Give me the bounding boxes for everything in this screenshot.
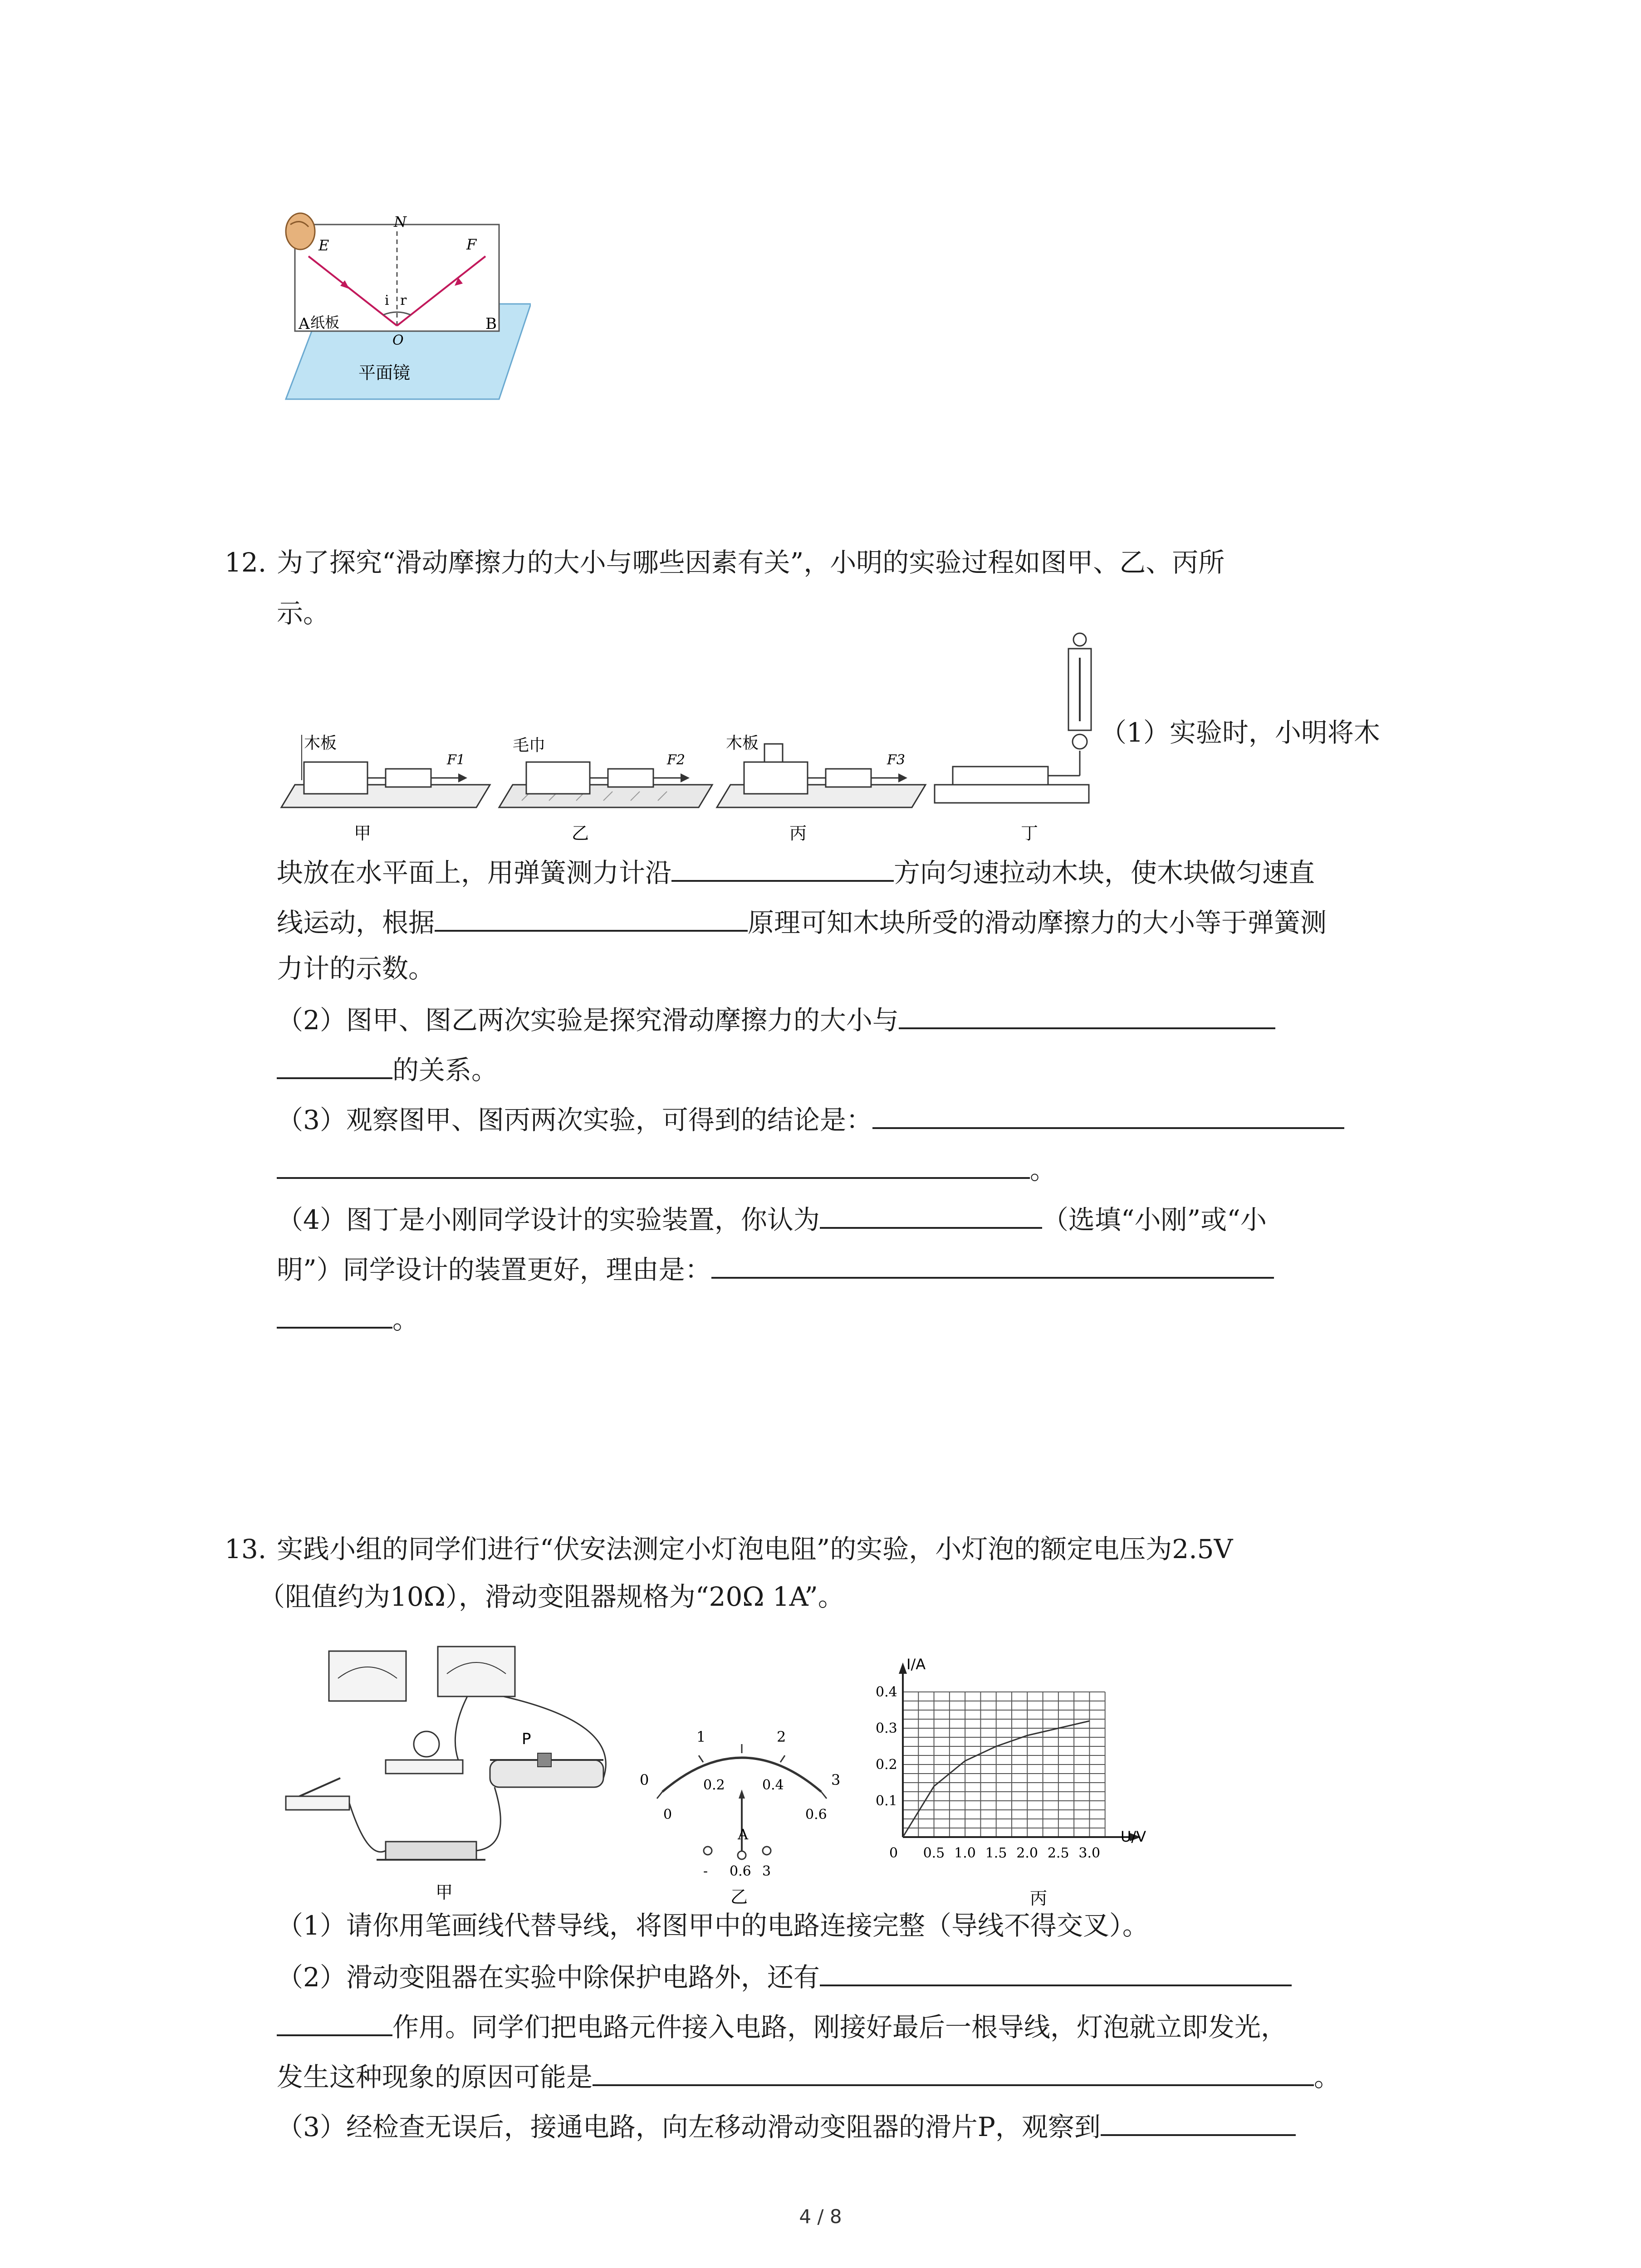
- iu-x-tick: 2.5: [1047, 1845, 1069, 1861]
- fig-label-b: 乙: [572, 823, 589, 843]
- circuit-figure: [277, 1633, 635, 1905]
- iu-y-arrow: [899, 1662, 907, 1674]
- iu-chart-svg: [862, 1647, 1161, 1910]
- q12-blank-reason-a[interactable]: [711, 1250, 1274, 1279]
- terminal-3: 3: [762, 1863, 771, 1879]
- fig-label-a: 甲: [354, 823, 372, 843]
- rheostat-p-label: P: [522, 1730, 531, 1748]
- reflection-diagram: [277, 209, 531, 408]
- q13-p2-text-b: 作用。同学们把电路元件接入电路，刚接好最后一根导线，灯泡就立即发光，: [392, 2012, 1288, 2043]
- iu-x-tick: 3.0: [1078, 1845, 1101, 1861]
- iu-xlabel: U/V: [1121, 1828, 1146, 1845]
- q12-p1-line4: 力计的示数。: [277, 953, 435, 984]
- fig-a-force: F1: [447, 752, 465, 768]
- iu-x-tick: 1.0: [954, 1845, 976, 1861]
- q12-p3-line2: [277, 1150, 1056, 1188]
- normal-label: N: [394, 213, 407, 230]
- friction-figure: [277, 631, 1112, 848]
- q13-p2-tail: 。: [1314, 2062, 1341, 2092]
- iu-y-tick: 0.4: [876, 1684, 897, 1700]
- q13-p2-line3: [277, 2057, 1340, 2095]
- board-b-label: B: [485, 315, 497, 333]
- q12-p4-text-c: 明”）同学设计的装置更好，理由是：: [277, 1254, 711, 1285]
- terminal-neg: -: [703, 1863, 708, 1879]
- meter-top-2: 2: [777, 1728, 786, 1745]
- meter-top-1: 1: [696, 1728, 706, 1745]
- q13-p2-line1: [277, 1957, 1292, 1995]
- circuit-label-a: 甲: [436, 1882, 453, 1902]
- q12-p4-line1: [277, 1200, 1267, 1238]
- q12-p1-text-c: 线运动，根据: [277, 907, 435, 938]
- q13-p2-text: （2）滑动变阻器在实验中除保护电路外，还有: [277, 1962, 820, 1993]
- ammeter-figure: [635, 1715, 848, 1905]
- iu-x-tick: 1.5: [985, 1845, 1007, 1861]
- iu-y-tick: 0.3: [876, 1721, 897, 1736]
- q12-p3-line1: [277, 1100, 1344, 1138]
- q13-p1: （1）请你用笔画线代替导线，将图甲中的电路连接完整（导线不得交叉）。: [277, 1910, 1149, 1941]
- q12-blank-conclusion-b[interactable]: [277, 1150, 1030, 1179]
- iu-label-c: 丙: [1030, 1888, 1048, 1908]
- q12-p2-tail: 的关系。: [392, 1055, 498, 1085]
- q12-p3-text: （3）观察图甲、图丙两次实验，可得到的结论是：: [277, 1105, 872, 1135]
- iu-x-tick: 0.5: [923, 1845, 945, 1861]
- q12-stem-line2: 示。: [277, 598, 330, 629]
- q12-stem-line1: 为了探究“滑动摩擦力的大小与哪些因素有关”，小明的实验过程如图甲、乙、丙所: [277, 547, 1225, 578]
- friction-diagram: [277, 631, 1112, 848]
- q13-stem-line2: （阻值约为10Ω），滑动变阻器规格为“20Ω 1A”。: [259, 1581, 844, 1612]
- ammeter-label-b: 乙: [730, 1887, 748, 1905]
- q12-p1-line3: [277, 903, 1327, 941]
- fig-b-force: F2: [667, 752, 685, 768]
- meter-bottom-1: 0.2: [703, 1777, 725, 1793]
- meter-bottom-3: 0.6: [805, 1807, 827, 1823]
- iu-x-tick: 2.0: [1016, 1845, 1038, 1861]
- q12-p1-text-a: 块放在水平面上，用弹簧测力计沿: [277, 857, 672, 888]
- q13-stem-line1: 实践小组的同学们进行“伏安法测定小灯泡电阻”的实验，小灯泡的额定电压为2.5V: [277, 1534, 1233, 1564]
- q12-blank-conclusion-a[interactable]: [872, 1100, 1344, 1129]
- q12-blank-choice[interactable]: [820, 1200, 1042, 1229]
- q12-blank-principle[interactable]: [435, 903, 748, 932]
- meter-bottom-0: 0: [663, 1807, 672, 1823]
- q13-blank-cause[interactable]: [593, 2057, 1314, 2086]
- q12-p1-text-d: 原理可知木块所受的滑动摩擦力的大小等于弹簧测: [748, 907, 1327, 938]
- iu-y-tick: 0.2: [876, 1757, 897, 1773]
- q13-p2-text-c: 发生这种现象的原因可能是: [277, 2062, 593, 2092]
- q12-p4-line2: [277, 1250, 1274, 1288]
- iu-ylabel: I/A: [906, 1656, 926, 1673]
- q12-blank-factor-a[interactable]: [899, 1000, 1275, 1029]
- point-f-label: F: [466, 236, 477, 253]
- q13-blank-role-a[interactable]: [820, 1957, 1292, 1986]
- fig-c-surface: 木板: [726, 734, 759, 753]
- meter-bottom-2: 0.4: [762, 1777, 784, 1793]
- point-e-label: E: [318, 237, 329, 254]
- fig-a-surface: 木板: [304, 734, 337, 753]
- q12-p4-text-b: （选填“小刚”或“小: [1042, 1204, 1267, 1235]
- q12-p1-line2: [277, 853, 1315, 891]
- angle-r-label: r: [400, 293, 407, 308]
- q12-blank-direction[interactable]: [671, 853, 894, 882]
- q12-p1-text-b: 方向匀速拉动木块，使木块做匀速直: [894, 857, 1315, 888]
- fig-label-d: 丁: [1021, 823, 1038, 843]
- angle-i-label: i: [385, 293, 389, 308]
- q13-p3-line1: [277, 2107, 1296, 2145]
- q13-p3-text: （3）经检查无误后，接通电路，向左移动滑动变阻器的滑片P，观察到: [277, 2112, 1101, 2142]
- board-a-label: A: [299, 315, 310, 333]
- q12-blank-factor-b[interactable]: [277, 1050, 392, 1079]
- q13-blank-observe[interactable]: [1101, 2107, 1296, 2136]
- fig-label-c: 丙: [789, 823, 807, 843]
- meter-unit: A: [738, 1826, 749, 1843]
- q12-p1-head: （1）实验时，小明将木: [1100, 717, 1380, 748]
- meter-top-0: 0: [640, 1771, 649, 1789]
- iu-y-tick: 0.1: [876, 1793, 897, 1809]
- fig-c-force: F3: [887, 752, 905, 768]
- board-label: 纸板: [310, 314, 340, 331]
- q12-blank-reason-b[interactable]: [277, 1300, 392, 1329]
- circuit-diagram: [277, 1633, 635, 1905]
- iu-x-tick: 0: [889, 1845, 898, 1861]
- q12-p2-line1: [277, 1000, 1275, 1038]
- page-number: 4 / 8: [799, 2205, 842, 2228]
- fig-b-surface: 毛巾: [513, 736, 546, 755]
- meter-top-3: 3: [831, 1771, 841, 1789]
- q12-p3-tail: 。: [1030, 1154, 1057, 1185]
- terminal-06: 0.6: [730, 1863, 751, 1879]
- q13-number: 13.: [225, 1534, 267, 1564]
- ammeter-diagram: [635, 1715, 848, 1905]
- iu-chart: [862, 1647, 1161, 1910]
- q12-p4-text-a: （4）图丁是小刚同学设计的实验装置，你认为: [277, 1204, 820, 1235]
- q13-blank-role-b[interactable]: [277, 2007, 392, 2036]
- q12-number: 12.: [225, 547, 267, 578]
- q12-p4-tail: 。: [392, 1304, 419, 1335]
- q12-p2-text: （2）图甲、图乙两次实验是探究滑动摩擦力的大小与: [277, 1005, 899, 1036]
- q13-p2-line2: [277, 2007, 1287, 2045]
- reflection-figure: [277, 209, 531, 408]
- q12-p2-line2: [277, 1050, 498, 1088]
- mirror-label: 平面镜: [358, 363, 411, 383]
- point-o-label: O: [392, 332, 404, 348]
- q12-p4-line3: [277, 1300, 419, 1338]
